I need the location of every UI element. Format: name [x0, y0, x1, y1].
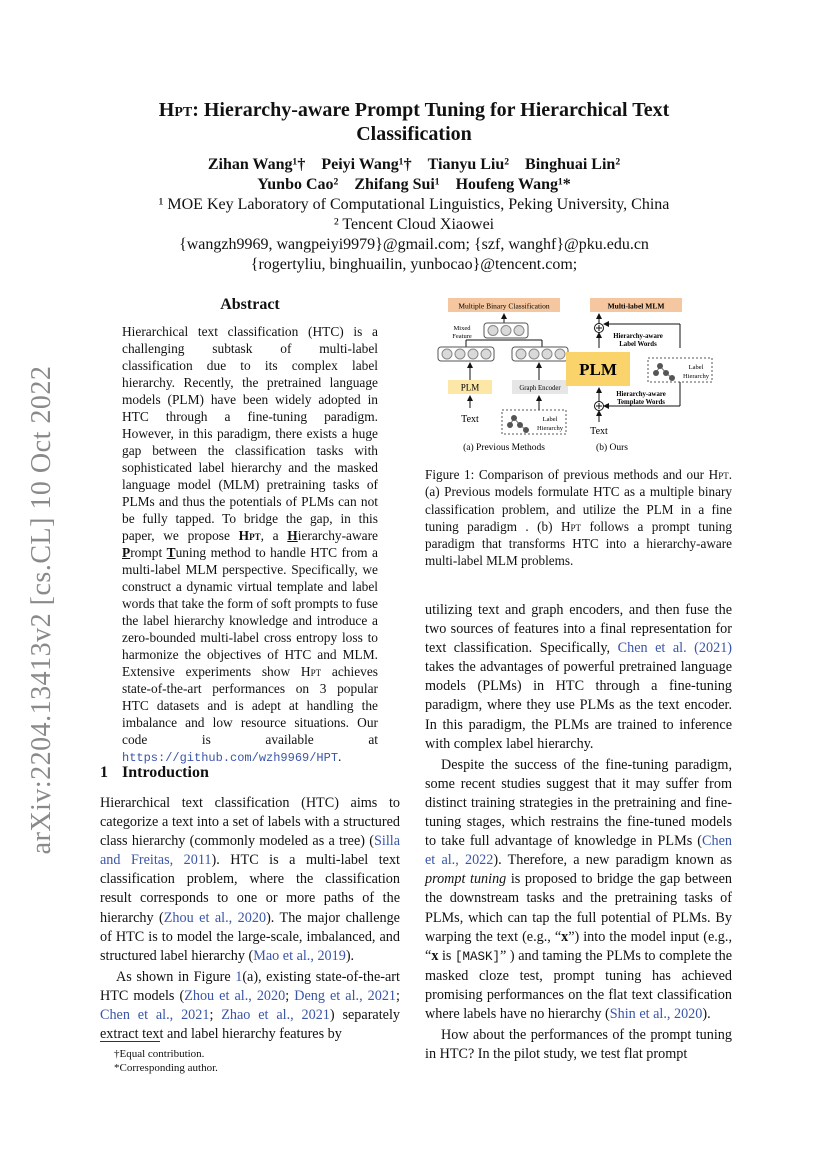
svg-text:PLM: PLM: [579, 360, 617, 379]
abstract-body: Hierarchical text classification (HTC) is a challenging subtask of multi-label classification due to its complex label hierarchy. Recently, the pretrained language models (PLM) have been widely adopted in HTC through a fine-tuning paradigm. However, in this paradigm, there exists a huge gap between the classification tasks with sophisticated label hierarchy and the masked language model (MLM) pretraining tasks of PLMs and thus the potentials of PLMs can not be fully tapped. To bridge the gap, in this paper, we propose Hpt, a Hierarchy-aware Prompt Tuning method to handle HTC from a multi-label MLM perspective. Specifically, we construct a dynamic virtual template and label words that take the form of soft prompts to fuse the label hierarchy knowledge and introduce a zero-bounded multi-label cross entropy loss to harmonize the objectives of HTC and MLM. Extensive experiments show Hpt achieves state-of-the-art performances on 3 popular HTC datasets and is adept at handling the imbalance and low resource situations. Our code is available at https://github.com/wzh9969/HPT.: [122, 324, 379, 765]
section-heading-introduction: 1 Introduction: [100, 764, 209, 781]
intro-paragraph-2: As shown in Figure 1(a), existing state-of-the-art HTC models (Zhou et al., 2020; Deng et al., 2021; Chen et al., 2021; Zhao et al., 2021) separately extract text and label hierarchy features by: [100, 968, 400, 1043]
paper-title: Hpt: Hierarchy-aware Prompt Tuning for Hierarchical Text Classification: [158, 99, 670, 145]
svg-text:Graph Encoder: Graph Encoder: [519, 385, 561, 392]
svg-text:Hierarchy: Hierarchy: [537, 425, 563, 432]
code-link[interactable]: https://github.com/wzh9969/HPT: [122, 751, 339, 765]
figure-1: [432, 294, 728, 456]
svg-text:Label: Label: [542, 416, 558, 423]
left-top-label: Multiple Binary Classification: [458, 301, 550, 311]
author: Binghuai Lin²: [525, 156, 621, 173]
abstract-heading: Abstract: [220, 296, 280, 313]
citation-link[interactable]: Zhao et al., 2021: [221, 1007, 330, 1024]
author: Zihan Wang¹†: [207, 156, 306, 173]
svg-text:Feature: Feature: [452, 333, 472, 340]
svg-text:Text: Text: [461, 414, 479, 425]
svg-text:Hierarchy-aware: Hierarchy-aware: [613, 333, 663, 340]
svg-text:Multi-label MLM: Multi-label MLM: [607, 301, 665, 311]
svg-text:Label Words: Label Words: [619, 341, 657, 348]
footnote-corresponding-author: *Corresponding author.: [114, 1062, 218, 1074]
footnote-rule: [100, 1041, 160, 1042]
author: Peiyi Wang¹†: [321, 156, 412, 173]
citation-link[interactable]: Mao et al., 2019: [253, 947, 346, 964]
svg-text:Mixed: Mixed: [453, 325, 471, 332]
svg-text:Template Words: Template Words: [617, 399, 665, 406]
right-paragraph-1: utilizing text and graph encoders, and then fuse the two sources of features into a final representation for text classification. Specifically, Chen et al. (2021) takes the advantages of powerful pretrained language models (PLMs) in HTC through a fine-tuning paradigm, where they use PLMs as the text encoder. In this paradigm, the PLMs are trained to inference with complex label hierarchy.: [425, 602, 733, 752]
right-paragraph-2: Despite the success of the fine-tuning paradigm, some recent studies suggest that it may suffer from distinct training strategies in the pretraining and fine-tuning stages, which restrains the fine-tuned models to take full advantage of knowledge in PLMs (Chen et al., 2022). Therefore, a new paradigm known as prompt tuning is proposed to bridge the gap between the downstream tasks and the pretraining tasks of PLMs, which can tap the full potential of PLMs. By warping the text (e.g., “x”) into the model input (e.g., “x is [MASK]” ) and taming the PLMs to complete the masked cloze test, prompt tuning has achieved promising performances on the flat text classification where labels have no hierarchy (Shin et al., 2020).: [425, 756, 732, 1022]
author-list: [100, 155, 728, 195]
svg-text:PLM: PLM: [460, 382, 480, 393]
citation-link[interactable]: Deng et al., 2021: [294, 987, 397, 1004]
figure-1-caption: Figure 1: Comparison of previous methods and our Hpt. (a) Previous models formulate HTC as a multiple binary classification problem, and utilize the PLM in a fine tuning paradigm . (b) Hpt follows a prompt tuning paradigm that transforms HTC into a hierarchy-aware multi-label MLM problems.: [425, 467, 732, 569]
right-paragraph-3: How about the performances of the prompt tuning in HTC? In the pilot study, we test flat prompt: [425, 1027, 732, 1063]
svg-text:Text: Text: [590, 426, 608, 437]
citation-link[interactable]: Chen et al. (2021): [617, 640, 733, 657]
intro-column: [100, 794, 400, 1044]
affiliations: ¹ MOE Key Laboratory of Computational Linguistics, Peking University, China ² Tencent Cloud Xiaowei {wangzh9969, wangpeiyi9979}@gmail.com; {szf, wanghf}@pku.edu.cn {rogertyliu, binghuailin, yunbocao}@tencent.com;: [158, 196, 670, 273]
citation-link[interactable]: Zhou et al., 2020: [163, 909, 267, 926]
author: Yunbo Cao²: [257, 176, 339, 193]
intro-paragraph-1: Hierarchical text classification (HTC) aims to categorize a text into a set of labels with a structured class hierarchy (commonly modeled as a tree) (Silla and Freitas, 2011). HTC is a multi-label text classification problem, where the classification result corresponds to one or more paths of the hierarchy (Zhou et al., 2020). The major challenge of HTC is to model the large-scale, imbalanced, and structured label hierarchy (Mao et al., 2019).: [100, 795, 400, 964]
author: Zhifang Sui¹: [354, 176, 440, 193]
figure-link[interactable]: 1: [235, 968, 243, 985]
citation-link[interactable]: Silla and Freitas, 2011: [100, 833, 400, 869]
citation-link[interactable]: Shin et al., 2020: [609, 1005, 703, 1022]
right-column: [425, 601, 732, 1064]
citation-link[interactable]: Zhou et al., 2020: [184, 987, 286, 1004]
svg-text:Hierarchy-aware: Hierarchy-aware: [616, 391, 666, 398]
author: Tianyu Liu²: [427, 156, 510, 173]
caption-a: (a) Previous Methods: [463, 443, 545, 453]
citation-link[interactable]: Chen et al., 2022: [425, 833, 732, 869]
author: Houfeng Wang¹*: [455, 176, 571, 193]
svg-text:Label: Label: [688, 364, 704, 371]
citation-link[interactable]: Chen et al., 2021: [100, 1007, 210, 1024]
footnote-equal-contribution: †Equal contribution.: [114, 1048, 205, 1060]
caption-b: (b) Ours: [596, 443, 628, 453]
svg-text:Hierarchy: Hierarchy: [683, 373, 709, 380]
arxiv-stamp: arXiv:2204.13413v2 [cs.CL] 10 Oct 2022: [26, 365, 57, 855]
